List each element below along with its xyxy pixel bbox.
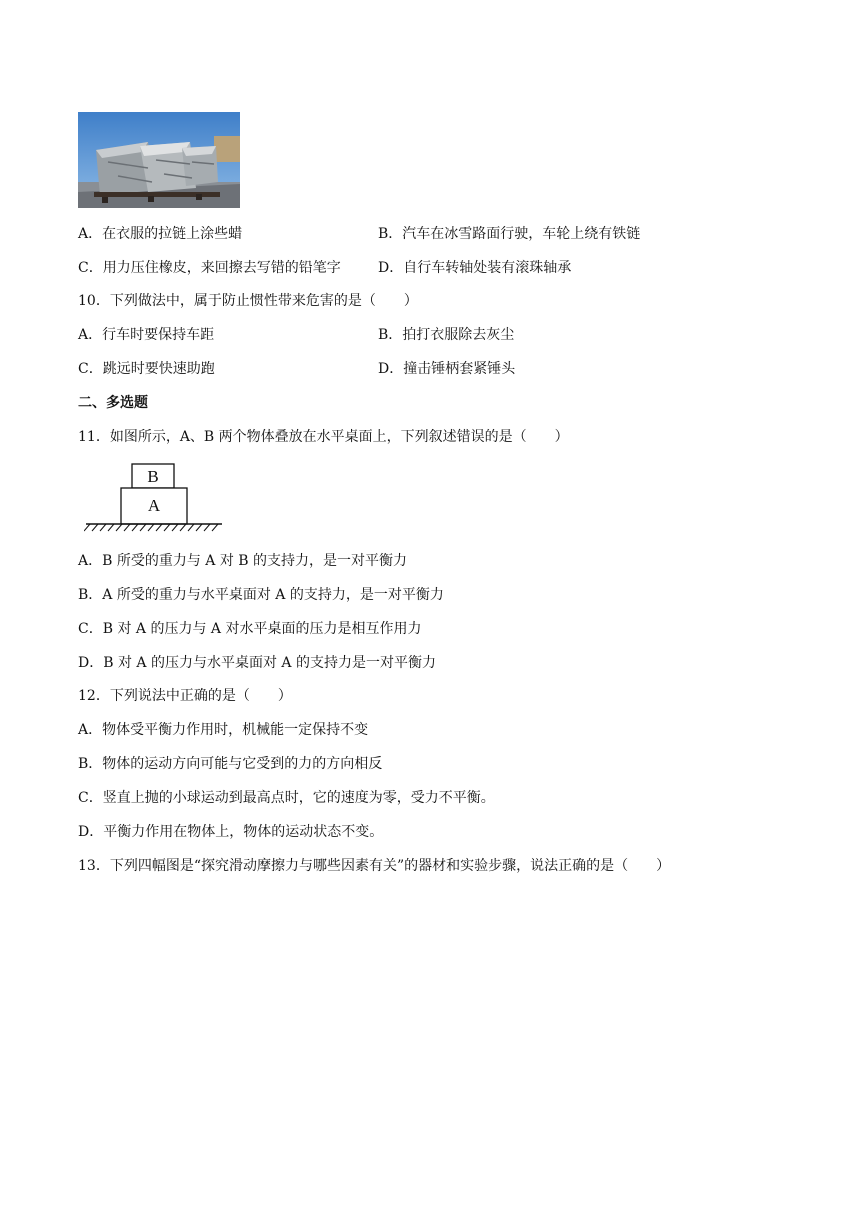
table-hatching (84, 524, 218, 531)
q10-option-b: B．拍打衣服除去灰尘 (378, 327, 515, 343)
q9-option-a: A．在衣服的拉链上涂些蜡 (78, 226, 243, 242)
q12-option-a: A．物体受平衡力作用时，机械能一定保持不变 (78, 722, 369, 738)
q11-option-d: D．B 对 A 的压力与水平桌面对 A 的支持力是一对平衡力 (78, 655, 436, 671)
q9-option-d: D．自行车转轴处装有滚珠轴承 (378, 260, 572, 276)
q12-option-c: C．竖直上抛的小球运动到最高点时，它的速度为零，受力不平衡。 (78, 790, 495, 806)
block-b-label: B (147, 467, 159, 486)
q11-option-a: A．B 所受的重力与 A 对 B 的支持力，是一对平衡力 (78, 553, 408, 569)
q9-option-c: C．用力压住橡皮，来回擦去写错的铅笔字 (78, 260, 341, 276)
q12-option-d: D．平衡力作用在物体上，物体的运动状态不变。 (78, 824, 384, 840)
block-a-label: A (147, 496, 161, 515)
q11-option-b: B．A 所受的重力与水平桌面对 A 的支持力，是一对平衡力 (78, 587, 444, 603)
q13-stem: 13．下列四幅图是“探究滑动摩擦力与哪些因素有关”的器材和实验步骤，说法正确的是（ ） (78, 858, 671, 874)
q10-option-d: D．撞击锤柄套紧锤头 (378, 361, 516, 377)
q10-stem: 10．下列做法中，属于防止惯性带来危害的是（ ） (78, 293, 418, 309)
q12-stem: 12．下列说法中正确的是（ ） (78, 688, 292, 704)
q11-option-c: C．B 对 A 的压力与 A 对水平桌面的压力是相互作用力 (78, 621, 422, 637)
stacked-blocks-diagram (84, 462, 224, 534)
q9-option-b: B．汽车在冰雪路面行驶，车轮上绕有铁链 (378, 226, 641, 242)
q10-option-c: C．跳远时要快速助跑 (78, 361, 215, 377)
q12-option-b: B．物体的运动方向可能与它受到的力的方向相反 (78, 756, 383, 772)
stone-blocks-photo (78, 112, 240, 208)
q11-stem: 11．如图所示，A、B 两个物体叠放在水平桌面上，下列叙述错误的是（ ） (78, 429, 569, 445)
section-title-multiple-choice: 二、多选题 (78, 395, 148, 411)
q10-option-a: A．行车时要保持车距 (78, 327, 215, 343)
